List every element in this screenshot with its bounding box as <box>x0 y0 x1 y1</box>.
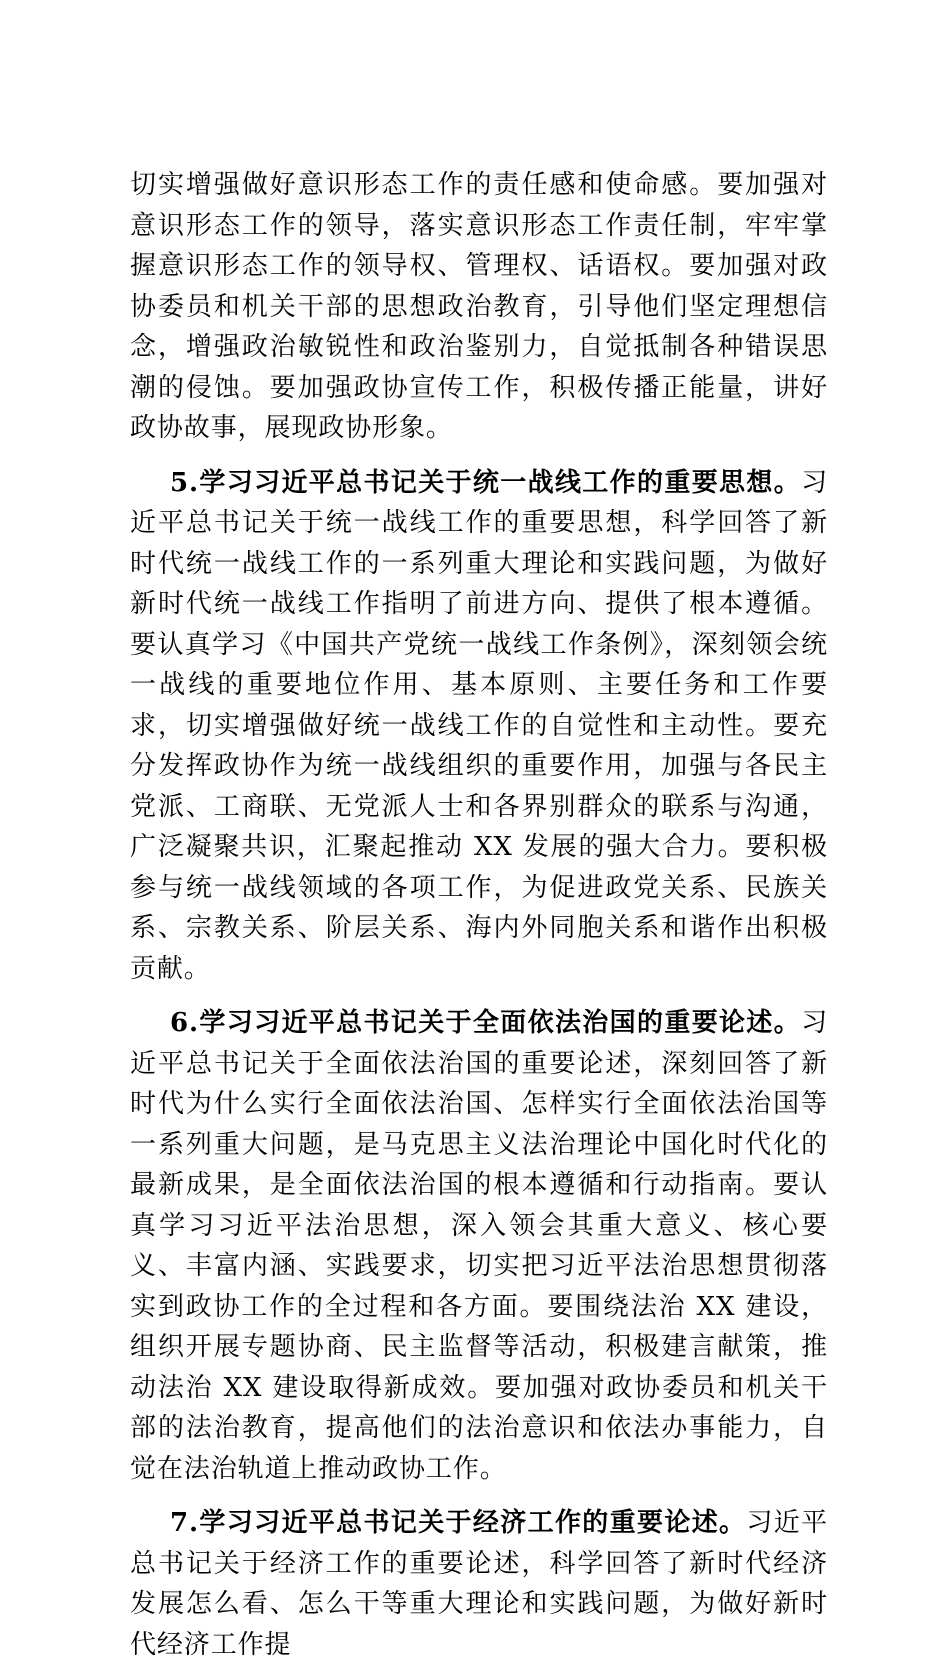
text-line: 动，积极建言献策，推动法治 XX 建设取得新成效。要加强对政 <box>130 1332 828 1403</box>
text-line: 习近平总书 <box>130 1508 828 1579</box>
document-page <box>130 165 828 1665</box>
text-line: 线工作指明了前进方向、提供了根本遵循。要认真学习《中国 <box>130 589 828 660</box>
text-line: 切实增强做好意识形态工作的责任感和使命感。要加强对意识 <box>130 170 828 241</box>
text-line: 战线工作的一系列重大理论和实践问题，为做好新时代统一战 <box>130 548 828 619</box>
paragraph-gap <box>130 1489 828 1503</box>
text-line: 工作的自觉性和主动性。要充分发挥政协作为统一战线组织的 <box>130 710 828 781</box>
text-line: 性和政治鉴别力，自觉抵制各种错误思潮的侵蚀。要加强政协 <box>130 332 828 403</box>
text-line: 看、怎么干等重大理论和实践问题，为做好新时代经济工作提 <box>130 1589 828 1660</box>
text-line: 用、基本原则、主要任务和工作要求，切实增强做好统一战线 <box>130 670 828 741</box>
text-line: 依法治国的根本遵循和行动指南。要认真学习习近平法治思 <box>130 1170 828 1241</box>
text-line: 宣传工作，积极传播正能量，讲好政协故事，展现政协形象。 <box>130 372 828 443</box>
text-line: 记关于经济工作的重要论述，科学回答了新时代经济发展怎么 <box>130 1548 828 1619</box>
text-line: 习近平 <box>130 1008 828 1079</box>
text-line: 出积极贡献。 <box>130 913 828 984</box>
text-line: 总书记关于统一战线工作的重要思想，科学回答了新时代统一 <box>130 508 828 579</box>
paragraph-p1 <box>130 165 828 449</box>
text-line: 想，深入领会其重大意义、核心要义、丰富内涵、实践要求， <box>130 1210 828 1281</box>
section-heading: 5.学习习近平总书记关于统一战线工作的重要思想。 <box>170 467 802 498</box>
text-line: 系、民族关系、宗教关系、阶层关系、海内外同胞关系和谐作 <box>130 872 828 943</box>
text-line: 重要作用，加强与各民主党派、工商联、无党派人士和各界别 <box>130 751 828 822</box>
text-line: 共产党统一战线工作条例》，深刻领会统一战线的重要地位作 <box>130 629 829 700</box>
text-line: 总书记关于全面依法治国的重要论述，深刻回答了新时代为什 <box>130 1048 828 1119</box>
text-line: 切实把习近平法治思想贯彻落实到政协工作的全过程和各方 <box>130 1251 828 1322</box>
text-line: 习近平 <box>130 467 828 538</box>
text-line: 合力。要积极参与统一战线领域的各项工作，为促进政党关 <box>130 832 828 903</box>
text-line: 协委员和机关干部的法治教育，提高他们的法治意识和依法办 <box>130 1372 828 1443</box>
section-heading: 7.学习习近平总书记关于经济工作的重要论述。 <box>170 1508 747 1538</box>
paragraph-gap <box>130 449 828 463</box>
paragraph-p7 <box>130 1503 828 1665</box>
paragraph-p5 <box>130 463 828 990</box>
text-line: 事能力，自觉在法治轨道上推动政协工作。 <box>130 1413 828 1484</box>
paragraph-gap <box>130 989 828 1003</box>
text-line: 题，是马克思主义法治理论中国化时代化的最新成果，是全面 <box>130 1129 828 1200</box>
text-line: 群众的联系与沟通，广泛凝聚共识，汇聚起推动 XX 发展的强大 <box>130 791 828 862</box>
text-line: 么实行全面依法治国、怎样实行全面依法治国等一系列重大问 <box>130 1089 828 1160</box>
text-line: 态工作的领导权、管理权、话语权。要加强对政协委员和机关 <box>130 251 828 322</box>
paragraph-p6 <box>130 1003 828 1489</box>
text-line: 面。要围绕法治 XX 建设，组织开展专题协商、民主监督等活 <box>130 1291 829 1362</box>
section-heading: 6.学习习近平总书记关于全面依法治国的重要论述。 <box>170 1008 802 1038</box>
text-line: 干部的思想政治教育，引导他们坚定理想信念，增强政治敏锐 <box>130 291 828 362</box>
text-line: 形态工作的领导，落实意识形态工作责任制，牢牢掌握意识形 <box>130 210 828 281</box>
